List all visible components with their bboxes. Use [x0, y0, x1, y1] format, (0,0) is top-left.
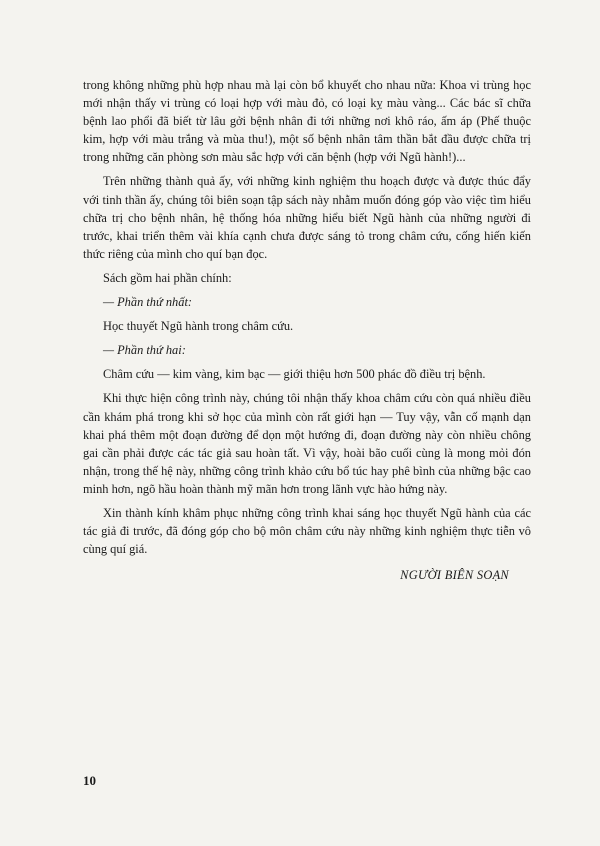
- paragraph-continued: trong không những phù hợp nhau mà lại còn bổ khuyết cho nhau nữa: Khoa vi trùng học mới nhận thấy vi trùng có loại hợp với màu đỏ, có loại kỵ màu vàng... Các bác sĩ chữa bệnh lao phổi đã biết từ lâu gởi bệnh nhân đi tới những nơi khô ráo, ấm áp (Phế thuộc kim, hợp với màu trắng và mùa thu!), một số bệnh nhân tâm thần bắt đầu được chữa trị trong những căn phòng sơn màu sắc hợp với căn bệnh (hợp với Ngũ hành!)...: [83, 78, 531, 165]
- paragraph-book-parts: Sách gồm hai phần chính:: [103, 270, 232, 285]
- part-two-text: Châm cứu — kim vàng, kim bạc — giới thiệu hơn 500 phác đồ điều trị bệnh.: [103, 367, 486, 382]
- paragraph-gratitude: Xin thành kính khâm phục những công trình khai sáng học thuyết Ngũ hành của các tác giả đi trước, đã đóng góp cho bộ môn châm cứu này những kinh nghiệm thực tiễn vô cùng quí giá.: [83, 505, 531, 557]
- paragraph-work: Khi thực hiện công trình này, chúng tôi nhận thấy khoa châm cứu còn quá nhiều điều cần khám phá trong khi sở học của mình còn rất giới hạn — Tuy vậy, vẫn cố mạnh dạn khai phá thêm một đoạn đường để dọn một hướng đi, đoạn đường này còn nhiều chông gai cần phải được các tác giả sau hoàn tất. Vì vậy, hoài bão cuối cùng là mong mỏi đón nhận, trong thế hệ này, những công trình khảo cứu bổ túc hay phê bình của những bậc cao minh hơn, ngõ hầu hoàn thành mỹ mãn hơn trong lãnh vực hào hứng này.: [83, 391, 531, 496]
- paragraph-achievements: Trên những thành quả ấy, với những kinh nghiệm thu hoạch được và được thúc đẩy với tinh thần ấy, chúng tôi biên soạn tập sách này nhằm muốn đóng góp vào việc tìm hiểu chữa trị cho bệnh nhân, hệ thống hóa những hiểu biết Ngũ hành của những người đi trước, khai triển thêm vài khía cạnh chưa được sáng tỏ trong châm cứu, cống hiến kiến thức riêng của mình cho quí bạn đọc.: [83, 174, 531, 261]
- page-number: 10: [83, 773, 96, 788]
- author-signature: NGƯỜI BIÊN SOẠN: [400, 568, 509, 583]
- body-text: [83, 76, 531, 584]
- part-two-label: — Phần thứ hai:: [103, 343, 186, 358]
- part-one-text: Học thuyết Ngũ hành trong châm cứu.: [103, 319, 294, 334]
- part-one-label: — Phần thứ nhất:: [103, 295, 193, 310]
